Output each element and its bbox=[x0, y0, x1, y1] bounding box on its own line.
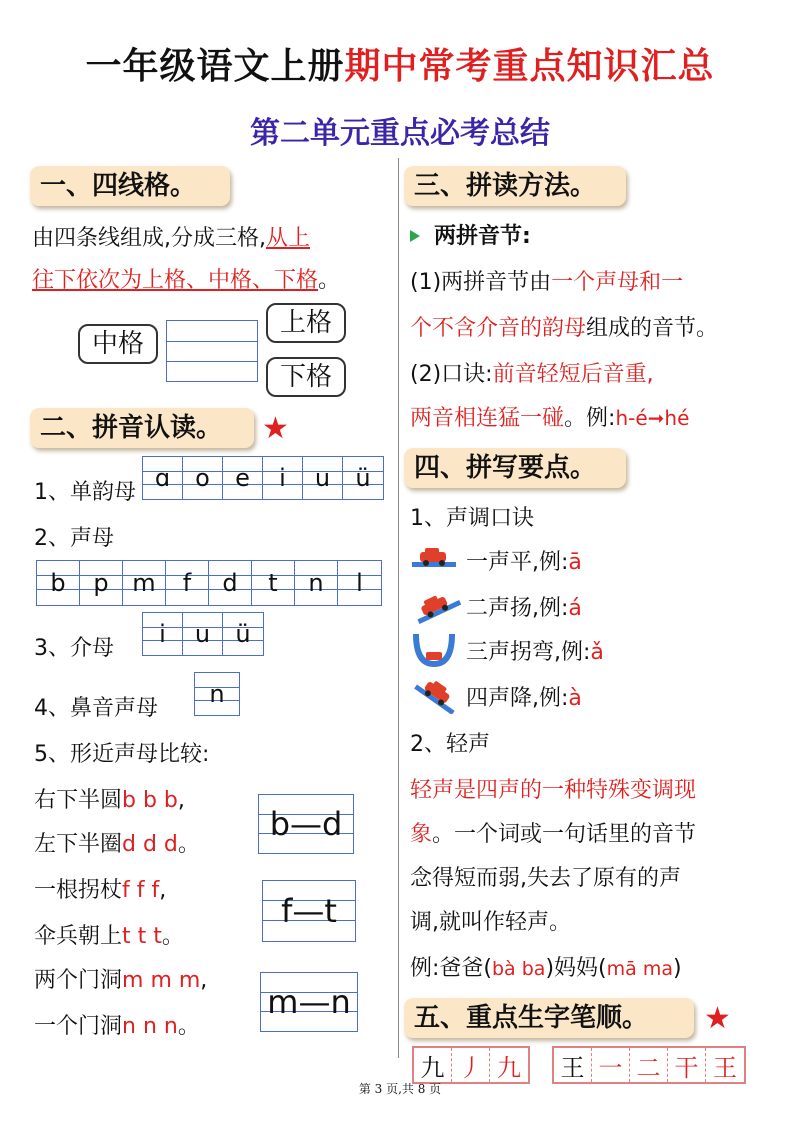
tone-example: ǎ bbox=[590, 640, 604, 665]
initial-cell: f bbox=[166, 561, 209, 605]
stroke-order-box-jiu bbox=[412, 1046, 530, 1084]
initial-cell: l bbox=[356, 569, 363, 597]
method-red-text: 个不含介音的韵母 bbox=[410, 316, 587, 341]
desc-text: 。 bbox=[318, 268, 341, 293]
vowel-cell: u bbox=[303, 457, 343, 499]
four-line-grid-diagram bbox=[166, 320, 258, 382]
pair-line bbox=[34, 968, 207, 994]
tone-example: á bbox=[568, 596, 582, 621]
pair-text: 两个门洞 bbox=[34, 968, 123, 993]
column-divider bbox=[398, 158, 399, 1058]
neutral-tone-example bbox=[410, 956, 682, 982]
pair-text: 右下半圆 bbox=[34, 788, 123, 813]
section-spelling-points-header: 四、拼写要点。 bbox=[404, 448, 626, 488]
vowel-cell: ü bbox=[355, 464, 371, 492]
pair-line bbox=[34, 878, 166, 904]
neutral-tone-para-line4: 调,就叫作轻声。 bbox=[410, 910, 571, 935]
pair-compare-box: m—n bbox=[260, 972, 358, 1032]
neutral-tone-label: 2、轻声 bbox=[410, 732, 490, 757]
example-text: ) bbox=[672, 956, 682, 981]
initials-label: 2、声母 bbox=[34, 526, 114, 551]
initial-cell: t bbox=[252, 561, 295, 605]
tone-example: ā bbox=[568, 550, 582, 575]
method-example: h-é➞hé bbox=[615, 406, 690, 430]
title-red-part: 期中常考重点知识汇总 bbox=[344, 46, 715, 87]
method-line2 bbox=[410, 316, 718, 342]
pair-red-letters: b b b bbox=[122, 788, 178, 813]
pair-text: 伞兵朝上 bbox=[34, 924, 123, 949]
car-up-icon bbox=[412, 590, 462, 628]
top-grid-label: 上格 bbox=[266, 303, 346, 343]
stroke-cell: 王 bbox=[554, 1048, 592, 1082]
tone-text: 四声降,例: bbox=[466, 686, 569, 711]
pair-line bbox=[34, 832, 200, 858]
example-text: 例:爸爸( bbox=[410, 956, 492, 981]
pair-text: 左下半圈 bbox=[34, 832, 123, 857]
method-line4 bbox=[410, 406, 689, 432]
page-title bbox=[0, 38, 800, 89]
section-four-line-header: 一、四线格。 bbox=[30, 166, 230, 206]
method-text: (2)口诀: bbox=[410, 362, 493, 387]
initial-cell: n bbox=[295, 561, 338, 605]
pair-red-letters: n n n bbox=[122, 1014, 178, 1039]
tone-row bbox=[466, 686, 582, 712]
tone-text: 三声拐弯,例: bbox=[466, 640, 591, 665]
pair-red-letters: d d d bbox=[122, 832, 178, 857]
neutral-tone-para-line2 bbox=[410, 822, 696, 848]
stroke-cell: 一 bbox=[592, 1048, 630, 1082]
pair-line bbox=[34, 788, 185, 814]
stroke-order-box-wang bbox=[552, 1046, 746, 1084]
neutral-tone-para-line3: 念得短而弱,失去了原有的声 bbox=[410, 866, 681, 891]
pair-compare-box: b—d bbox=[258, 794, 354, 854]
tone-example: à bbox=[568, 686, 582, 711]
initial-cell: m bbox=[123, 561, 166, 605]
four-line-desc-line2 bbox=[32, 268, 340, 294]
method-line1 bbox=[410, 270, 683, 296]
tone-rhyme-label: 1、声调口诀 bbox=[410, 506, 534, 531]
pair-text: 一个门洞 bbox=[34, 1014, 123, 1039]
nasal-cell: n bbox=[209, 680, 225, 708]
stroke-cell: 二 bbox=[630, 1048, 668, 1082]
pair-text: 一根拐杖 bbox=[34, 878, 123, 903]
car-flat-icon bbox=[412, 546, 456, 572]
para-text: 。一个词或一句话里的音节 bbox=[432, 822, 697, 847]
tone-row bbox=[466, 640, 604, 666]
method-red-text: 一个声母和一 bbox=[551, 270, 684, 295]
desc-text: 由四条线组成,分成三格, bbox=[32, 226, 266, 251]
vowel-cell: e bbox=[223, 457, 263, 499]
section-pinyin-header: 二、拼音认读。 bbox=[30, 408, 254, 448]
tone-row bbox=[466, 596, 582, 622]
pair-red-letters: m m m bbox=[122, 968, 201, 993]
stroke-cell: 九 bbox=[497, 1053, 521, 1082]
car-down-icon bbox=[412, 678, 462, 718]
pair-punct: , bbox=[159, 878, 167, 903]
initial-cell: d bbox=[209, 561, 252, 605]
method-line3 bbox=[410, 362, 654, 388]
medial-cell: i bbox=[143, 613, 183, 655]
initial-cell: b bbox=[37, 561, 80, 605]
section-spelling-method-header: 三、拼读方法。 bbox=[404, 166, 626, 206]
method-text: 组成的音节。 bbox=[586, 316, 719, 341]
bottom-grid-label: 下格 bbox=[266, 357, 346, 397]
triangle-bullet-icon bbox=[410, 230, 420, 242]
method-red-text: 两音相连猛一碰 bbox=[410, 406, 565, 431]
pair-punct: 。 bbox=[177, 832, 200, 857]
medial-cell: ü bbox=[235, 620, 251, 648]
nasal-grid bbox=[194, 672, 240, 716]
method-text: (1)两拼音节由 bbox=[410, 270, 552, 295]
stroke-cell: 丿 bbox=[452, 1048, 490, 1082]
method-text: 。例: bbox=[564, 406, 616, 431]
pair-red-letters: t t t bbox=[122, 924, 162, 949]
tone-row bbox=[466, 550, 582, 576]
vowel-cell: ɑ bbox=[143, 457, 183, 499]
example-text: )妈妈( bbox=[545, 956, 607, 981]
tone-text: 二声扬,例: bbox=[466, 596, 569, 621]
page-number-footer: 第 3 页,共 8 页 bbox=[358, 1082, 442, 1096]
star-icon: ★ bbox=[262, 411, 289, 446]
desc-red-text: 往下依次为上格、中格、下格 bbox=[32, 268, 319, 293]
pair-compare-box: f—t bbox=[262, 880, 356, 942]
pair-red-letters: f f f bbox=[122, 878, 160, 903]
two-part-syllable-heading: 两拼音节: bbox=[434, 224, 531, 249]
pair-punct: 。 bbox=[161, 924, 184, 949]
title-black-part: 一年级语文上册 bbox=[85, 46, 345, 87]
middle-grid-label: 中格 bbox=[78, 324, 158, 364]
desc-red-text: 从上 bbox=[266, 226, 311, 251]
pair-punct: , bbox=[200, 968, 208, 993]
stroke-cell: 王 bbox=[713, 1053, 737, 1082]
para-red-text: 象 bbox=[410, 822, 433, 847]
example-pinyin: mā ma bbox=[606, 958, 673, 980]
four-line-desc-line1 bbox=[32, 226, 310, 252]
initials-grid bbox=[36, 560, 382, 606]
method-red-text: 前音轻短后音重, bbox=[492, 362, 654, 387]
vowel-cell: o bbox=[183, 457, 223, 499]
similar-initials-label: 5、形近声母比较: bbox=[34, 742, 210, 767]
neutral-tone-para-line1: 轻声是四声的一种特殊变调现 bbox=[410, 778, 697, 803]
medials-grid bbox=[142, 612, 264, 656]
section-stroke-order-header: 五、重点生字笔顺。 bbox=[404, 998, 694, 1038]
star-icon: ★ bbox=[704, 1001, 731, 1036]
stroke-cell: 九 bbox=[414, 1048, 452, 1082]
single-vowels-grid bbox=[142, 456, 384, 500]
nasal-label: 4、鼻音声母 bbox=[34, 696, 158, 721]
single-vowels-label: 1、单韵母 bbox=[34, 480, 136, 505]
medials-label: 3、介母 bbox=[34, 636, 114, 661]
initial-cell: p bbox=[80, 561, 123, 605]
medial-cell: u bbox=[183, 613, 223, 655]
stroke-cell: 干 bbox=[668, 1048, 706, 1082]
vowel-cell: i bbox=[263, 457, 303, 499]
tone-text: 一声平,例: bbox=[466, 550, 569, 575]
pair-punct: 。 bbox=[177, 1014, 200, 1039]
pair-line bbox=[34, 924, 184, 950]
page-subtitle: 第二单元重点必考总结 bbox=[250, 116, 550, 151]
pair-punct: , bbox=[177, 788, 185, 813]
pair-line bbox=[34, 1014, 200, 1040]
example-pinyin: bà ba bbox=[492, 958, 546, 980]
car-turn-icon bbox=[412, 632, 456, 672]
